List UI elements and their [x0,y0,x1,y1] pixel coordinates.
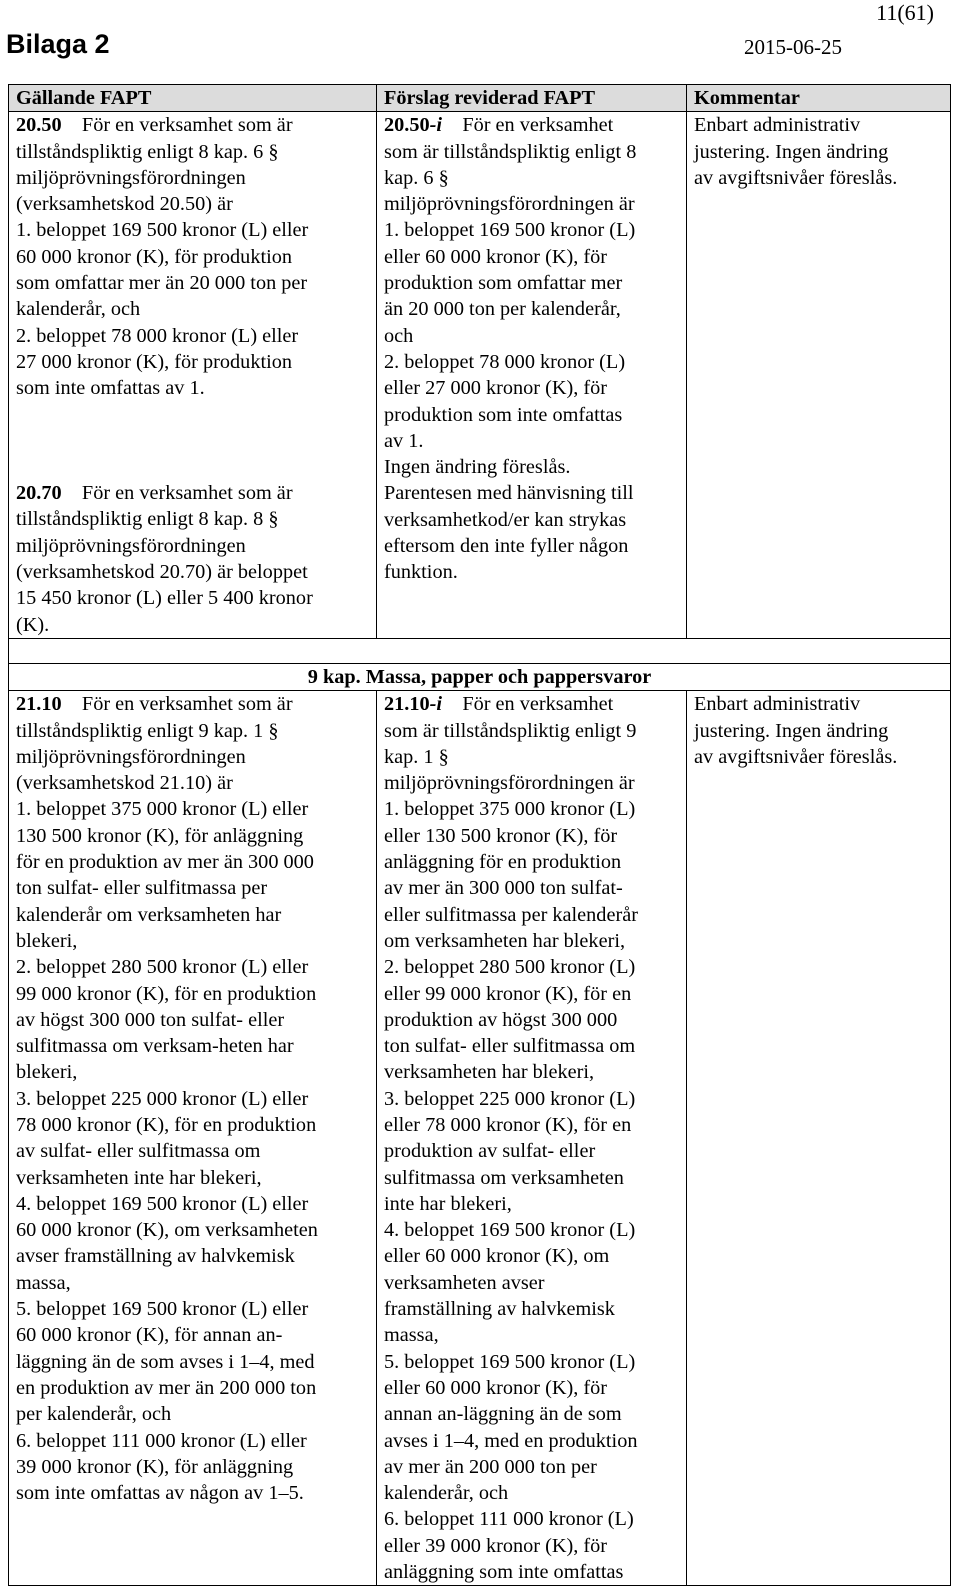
text-line: av avgiftsnivåer föreslås. [694,166,898,189]
text-line: 6. beloppet 111 000 kronor (L) [384,1508,634,1531]
comment-cell-2050 [687,112,951,639]
text-line-rest: För en verksamhet [442,693,614,716]
text-line: kalenderår om verksamheten har [16,903,282,926]
text-line: miljöprövningsförordningen [16,745,246,768]
activity-code-suffix: -i [429,114,443,137]
text-line-rest: För en verksamhet [442,114,614,137]
text-line: som inte omfattas av 1. [16,377,205,400]
current-text-2070 [16,480,369,638]
text-line: miljöprövningsförordningen är [384,193,635,216]
table-spacer-row [9,638,951,663]
text-line [16,480,369,506]
text-line: annan an-läggning än de som [384,1403,622,1426]
activity-code: 20.70 [16,482,62,505]
text-line: 3. beloppet 225 000 kronor (L) [384,1087,636,1110]
text-line: eller 39 000 kronor (K), för [384,1534,608,1557]
text-line: 1. beloppet 375 000 kronor (L) eller [16,798,309,821]
text-line: (K). [16,613,50,636]
text-line: produktion som omfattar mer [384,272,623,295]
text-line: 2. beloppet 280 500 kronor (L) eller [16,956,309,979]
document-title: Bilaga 2 [6,29,110,59]
text-line: som inte omfattas av någon av 1–5. [16,1482,304,1505]
text-line: 130 500 kronor (K), för anläggning [16,824,304,847]
current-cell-2050 [9,112,377,454]
text-line: 1. beloppet 375 000 kronor (L) [384,798,636,821]
text-line: eller 27 000 kronor (K), för [384,377,608,400]
current-text-2110 [16,691,369,1506]
text-line: produktion av högst 300 000 [384,1008,618,1031]
text-line: 2. beloppet 78 000 kronor (L) eller [16,324,299,347]
text-line: kalenderår, och [384,1482,509,1505]
text-line: blekeri, [16,1061,78,1084]
text-line [384,112,679,138]
table-row-2050 [9,112,951,454]
text-line: anläggning för en produktion [384,851,622,874]
text-line-rest: För en verksamhet som är [61,114,293,137]
text-line: 27 000 kronor (K), för produktion [16,350,293,373]
proposed-text-2050 [384,112,679,454]
text-line: Ingen ändring föreslås. [384,456,571,479]
activity-code: 20.50 [16,114,62,137]
text-line: 5. beloppet 169 500 kronor (L) [384,1350,636,1373]
text-line: kalenderår, och [16,298,141,321]
text-line: 1. beloppet 169 500 kronor (L) eller [16,219,309,242]
text-line: 60 000 kronor (K), om verksamheten [16,1219,318,1242]
proposed-text-2070 [384,454,679,585]
text-line: av mer än 200 000 ton per [384,1455,597,1478]
text-line: miljöprövningsförordningen [16,534,246,557]
proposed-cell-2070 [377,454,687,638]
text-line: en produktion av mer än 200 000 ton [16,1376,317,1399]
text-line: avser framställning av halvkemisk [16,1245,295,1268]
text-line: eller 130 500 kronor (K), för [384,824,618,847]
text-line: ton sulfat- eller sulfitmassa per [16,877,268,900]
activity-code-suffix: -i [429,693,443,716]
activity-code: 21.10 [384,693,430,716]
text-line: tillståndspliktig enligt 9 kap. 1 § [16,719,279,742]
text-line: som är tillståndspliktig enligt 8 [384,140,637,163]
text-line [16,691,369,717]
table-header-row [9,85,951,112]
text-line: verksamheten inte har blekeri, [16,1166,262,1189]
text-line [16,112,369,138]
text-line: funktion. [384,561,458,584]
current-cell-2070 [9,454,377,638]
text-line: 60 000 kronor (K), för annan an- [16,1324,283,1347]
text-line: 15 450 kronor (L) eller 5 400 kronor [16,587,313,610]
text-line: 60 000 kronor (K), för produktion [16,245,293,268]
comment-text-2110 [694,691,943,770]
text-line: om verksamheten har blekeri, [384,929,626,952]
text-line: 2. beloppet 78 000 kronor (L) [384,350,626,373]
column-header-current: Gällande FAPT [9,85,377,112]
text-line: 4. beloppet 169 500 kronor (L) eller [16,1192,309,1215]
text-line: avses i 1–4, med en produktion [384,1429,638,1452]
current-cell-2110 [9,691,377,1586]
comment-text-2050 [694,112,943,191]
current-text-2050 [16,112,369,401]
text-line [384,691,679,717]
text-line: Enbart administrativ [694,693,861,716]
text-line: eftersom den inte fyller någon [384,535,629,558]
text-line: kap. 1 § [384,745,449,768]
text-line: massa, [16,1271,71,1294]
text-line: kap. 6 § [384,166,449,189]
text-line: av avgiftsnivåer föreslås. [694,745,898,768]
text-line: eller 60 000 kronor (K), för [384,245,608,268]
text-line: miljöprövningsförordningen [16,166,246,189]
text-line: tillståndspliktig enligt 8 kap. 8 § [16,508,279,531]
text-line: av 1. [384,429,424,452]
text-line: eller sulfitmassa per kalenderår [384,903,638,926]
text-line: sulfitmassa om verksamheten [384,1166,624,1189]
text-line: 6. beloppet 111 000 kronor (L) eller [16,1429,307,1452]
proposed-cell-2050 [377,112,687,454]
column-header-proposed: Förslag reviderad FAPT [377,85,687,112]
proposed-text-2110 [384,691,679,1585]
text-line: och [384,324,414,347]
text-line: anläggning som inte omfattas [384,1561,624,1584]
text-line: av sulfat- eller sulfitmassa om [16,1140,261,1163]
text-line: Enbart administrativ [694,114,861,137]
text-line: (verksamhetskod 20.50) är [16,193,233,216]
text-line: för en produktion av mer än 300 000 [16,851,314,874]
text-line: (verksamhetskod 20.70) är beloppet [16,561,308,584]
activity-code: 21.10 [16,693,62,716]
text-line: produktion som inte omfattas [384,403,623,426]
text-line: eller 60 000 kronor (K), för [384,1376,608,1399]
text-line: justering. Ingen ändring [694,719,889,742]
text-line: 99 000 kronor (K), för en produktion [16,982,317,1005]
text-line: (verksamhetskod 21.10) är [16,772,233,795]
text-line: massa, [384,1324,439,1347]
text-line: justering. Ingen ändring [694,140,889,163]
column-header-comment: Kommentar [687,85,951,112]
text-line: eller 78 000 kronor (K), för en [384,1113,632,1136]
text-line: 39 000 kronor (K), för anläggning [16,1455,294,1478]
text-line: inte har blekeri, [384,1192,512,1215]
text-line: Parentesen med hänvisning till [384,482,634,505]
text-line: eller 99 000 kronor (K), för en [384,982,632,1005]
chapter-heading: 9 kap. Massa, papper och pappersvaror [9,663,951,690]
text-line: 78 000 kronor (K), för en produktion [16,1113,317,1136]
proposed-cell-2110 [377,691,687,1586]
text-line: 5. beloppet 169 500 kronor (L) eller [16,1298,309,1321]
text-line: 1. beloppet 169 500 kronor (L) [384,219,636,242]
text-line-rest: För en verksamhet som är [61,482,293,505]
text-line: verksamheten har blekeri, [384,1061,595,1084]
text-line: miljöprövningsförordningen är [384,772,635,795]
text-line: av högst 300 000 ton sulfat- eller [16,1008,285,1031]
text-line: framställning av halvkemisk [384,1298,615,1321]
page-number: 11(61) [876,0,934,25]
text-line: 4. beloppet 169 500 kronor (L) [384,1219,636,1242]
comparison-table [8,84,951,1586]
text-line: som är tillståndspliktig enligt 9 [384,719,637,742]
text-line: läggning än de som avses i 1–4, med [16,1350,315,1373]
comment-cell-2110 [687,691,951,1586]
text-line: eller 60 000 kronor (K), om [384,1245,610,1268]
text-line: 3. beloppet 225 000 kronor (L) eller [16,1087,309,1110]
chapter-heading-row [9,663,951,690]
text-line: 2. beloppet 280 500 kronor (L) [384,956,636,979]
text-line: än 20 000 ton per kalenderår, [384,298,621,321]
text-line: blekeri, [16,929,78,952]
text-line: som omfattar mer än 20 000 ton per [16,272,308,295]
text-line: per kalenderår, och [16,1403,172,1426]
text-line: verksamhetkod/er kan strykas [384,508,627,531]
text-line-rest: För en verksamhet som är [61,693,293,716]
text-line: verksamheten avser [384,1271,545,1294]
document-date: 2015-06-25 [744,35,842,59]
text-line: tillståndspliktig enligt 8 kap. 6 § [16,140,279,163]
text-line: av mer än 300 000 ton sulfat- [384,877,623,900]
activity-code: 20.50 [384,114,430,137]
text-line: ton sulfat- eller sulfitmassa om [384,1035,636,1058]
text-line: sulfitmassa om verksam-heten har [16,1035,294,1058]
text-line: produktion av sulfat- eller [384,1140,596,1163]
table-row-2110 [9,691,951,1586]
